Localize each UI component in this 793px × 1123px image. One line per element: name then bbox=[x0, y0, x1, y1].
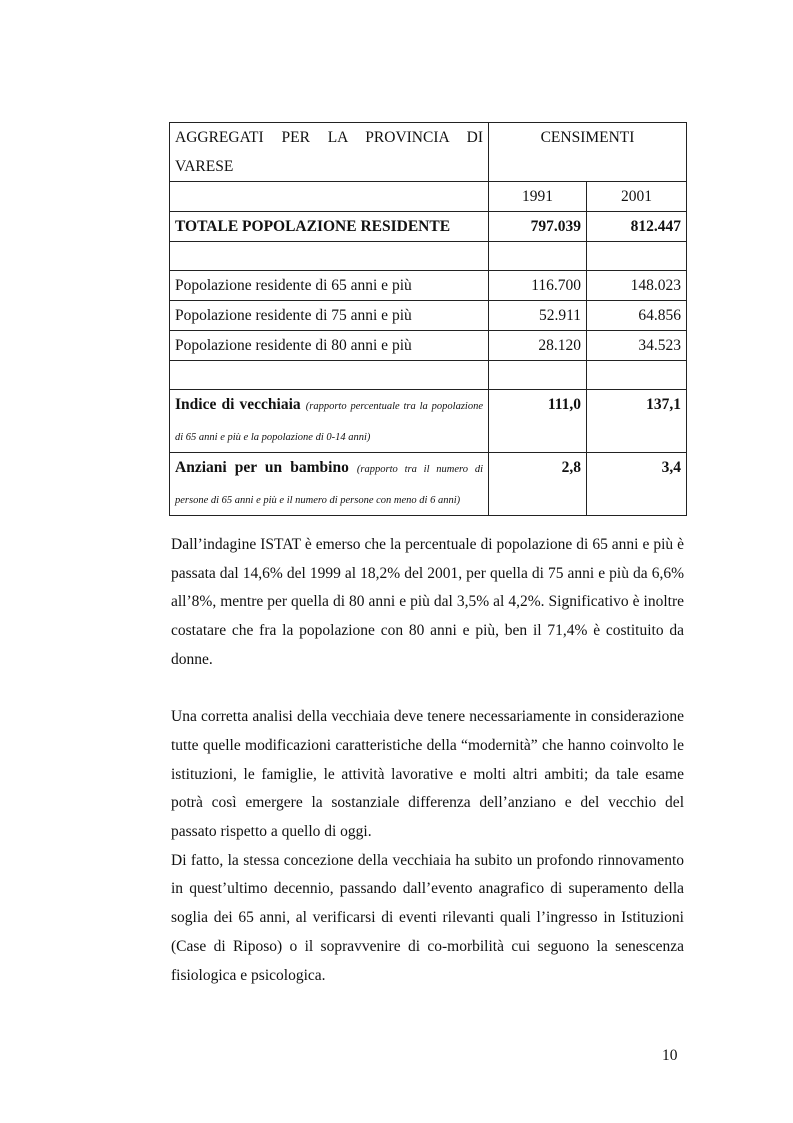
empty-cell bbox=[489, 361, 587, 390]
anziani-bambino-row bbox=[170, 453, 687, 516]
table-row bbox=[170, 271, 687, 301]
table-row bbox=[170, 301, 687, 331]
row-2001-value: 64.856 bbox=[587, 301, 687, 331]
total-population-row bbox=[170, 212, 687, 242]
body-text bbox=[171, 531, 684, 990]
anziani-bambino-note: (rapporto tra il numero di persone di 65 anni e più e il numero di persone con meno di 6 anni) bbox=[175, 464, 483, 506]
anziani-bambino-label: Anziani per un bambino bbox=[175, 459, 349, 476]
anziani-2001-value: 3,4 bbox=[587, 453, 687, 516]
row-2001-value: 148.023 bbox=[587, 271, 687, 301]
table-header-row bbox=[170, 123, 687, 182]
row-label: Popolazione residente di 80 anni e più bbox=[170, 331, 489, 361]
paragraph: Dall’indagine ISTAT è emerso che la percentuale di popolazione di 65 anni e più è passata dal 14,6% del 1999 al 18,2% del 2001, per quella di 75 anni e più da 6,6% all’8%, mentre per quella di 80 anni e più dal 3,5% al 4,2%. Significativo è inoltre costatare che fra la popolazione con 80 anni e più, ben il 71,4% è costituito da donne. bbox=[171, 536, 684, 668]
aggregate-header: AGGREGATI PER LA PROVINCIA DI VARESE bbox=[170, 123, 489, 182]
indice-vecchiaia-note: (rapporto percentuale tra la popolazione di 65 anni e più e la popolazione di 0-14 anni) bbox=[175, 401, 484, 443]
anziani-1991-value: 2,8 bbox=[489, 453, 587, 516]
empty-cell bbox=[170, 242, 489, 271]
years-row bbox=[170, 182, 687, 212]
row-label: Popolazione residente di 75 anni e più bbox=[170, 301, 489, 331]
row-1991-value: 28.120 bbox=[489, 331, 587, 361]
empty-cell bbox=[587, 242, 687, 271]
row-1991-value: 116.700 bbox=[489, 271, 587, 301]
row-1991-value: 52.911 bbox=[489, 301, 587, 331]
empty-cell bbox=[587, 361, 687, 390]
indice-1991-value: 111,0 bbox=[489, 390, 587, 453]
row-label: Popolazione residente di 65 anni e più bbox=[170, 271, 489, 301]
page-number: 10 bbox=[662, 1047, 678, 1064]
row-2001-value: 34.523 bbox=[587, 331, 687, 361]
indice-vecchiaia-label: Indice di vecchiaia bbox=[175, 396, 301, 413]
paragraph: Una corretta analisi della vecchiaia deve tenere necessariamente in considerazione tutte quelle modificazioni caratteristiche della “modernità” che hanno coinvolto le istituzioni, le famiglie, le attività lavorative e molti altri ambiti; da tale esame potrà così emergere la sostanziale differenza dell’anziano e del vecchio del passato rispetto a quello di oggi. bbox=[171, 708, 684, 841]
empty-cell bbox=[489, 242, 587, 271]
paragraph: Di fatto, la stessa concezione della vecchiaia ha subito un profondo rinnovamento in quest’ultimo decennio, passando dall’evento anagrafico di superamento della soglia dei 65 anni, al verificarsi di eventi rilevanti quali l’ingresso in Istituzioni (Case di Riposo) o il sopravvenire di co-morbilità cui seguono la senescenza fisiologica e psicologica. bbox=[171, 851, 684, 984]
indice-vecchiaia-row bbox=[170, 390, 687, 453]
year-1991-header: 1991 bbox=[489, 182, 587, 212]
total-population-label: TOTALE POPOLAZIONE RESIDENTE bbox=[170, 212, 489, 242]
table-row bbox=[170, 331, 687, 361]
indice-2001-value: 137,1 bbox=[587, 390, 687, 453]
census-table bbox=[169, 122, 687, 516]
total-2001-value: 812.447 bbox=[587, 212, 687, 242]
statistics-table-container bbox=[169, 122, 686, 516]
total-1991-value: 797.039 bbox=[489, 212, 587, 242]
anziani-bambino-cell bbox=[170, 453, 489, 516]
empty-cell bbox=[170, 182, 489, 212]
census-header: CENSIMENTI bbox=[489, 123, 687, 182]
year-2001-header: 2001 bbox=[587, 182, 687, 212]
blank-row bbox=[170, 242, 687, 271]
indice-vecchiaia-cell bbox=[170, 390, 489, 453]
blank-row bbox=[170, 361, 687, 390]
empty-cell bbox=[170, 361, 489, 390]
